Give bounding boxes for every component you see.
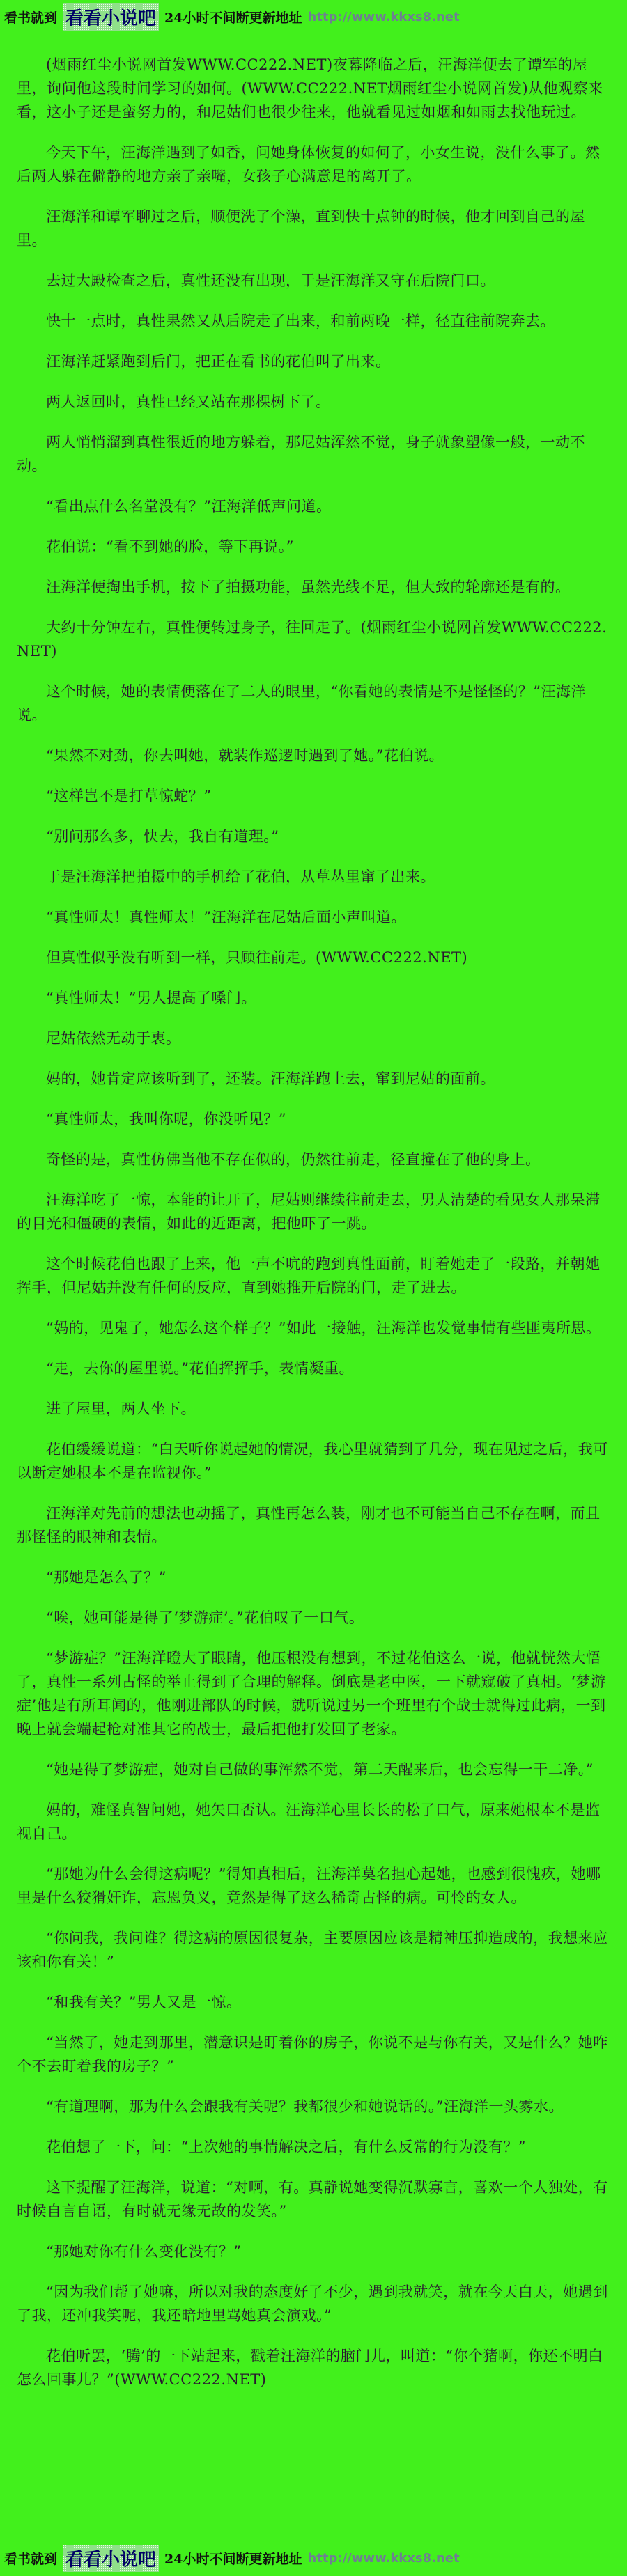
paragraph: “和我有关？”男人又是一惊。 <box>46 1994 242 2011</box>
paragraph: 这下提醒了汪海洋，说道：“对啊，有。真静说她变得沉默寡言，喜欢一个人独处，有时候自言自语，有时就无缘无故的发笑。” <box>17 2179 608 2219</box>
paragraph: “你问我，我问谁？得这病的原因很复杂，主要原因应该是精神压抑造成的，我想来应该和你有关！” <box>17 1930 608 1970</box>
header-prefix-text: 看书就到 <box>4 10 58 26</box>
paragraph: 今天下午，汪海洋遇到了如香，问她身体恢复的如何了，小女生说，没什么事了。然后两人躲在僻静的地方亲了亲嘴，女孩子心满意足的离开了。 <box>17 144 601 185</box>
paragraph: 汪海洋便掏出手机，按下了拍摄功能，虽然光线不足，但大致的轮廓还是有的。 <box>46 579 571 595</box>
footer-tagline-text: 24小时不间断更新地址 <box>164 2552 302 2567</box>
site-header <box>0 2 627 32</box>
paragraph: “别问那么多，快去，我自有道理。” <box>46 828 279 845</box>
paragraph: 这个时候，她的表情便落在了二人的眼里，“你看她的表情是不是怪怪的？”汪海洋说。 <box>17 683 586 724</box>
paragraph: “走，去你的屋里说。”花伯挥挥手，表情凝重。 <box>46 1360 354 1377</box>
paragraph: 两人返回时，真性已经又站在那棵树下了。 <box>46 393 331 410</box>
header-site-name-link[interactable]: 看看小说吧 <box>63 3 159 31</box>
paragraph: “真性师太，我叫你呢，你没听见？” <box>46 1111 286 1127</box>
paragraph: “真性师太！真性师太！”汪海洋在尼姑后面小声叫道。 <box>46 909 406 926</box>
paragraph: “她是得了梦游症，她对自己做的事浑然不觉，第二天醒来后，也会忘得一干二净。” <box>46 1761 594 1778</box>
paragraph: “那她是怎么了？” <box>46 1569 167 1586</box>
paragraph: 于是汪海洋把拍摄中的手机给了花伯，从草丛里窜了出来。 <box>46 868 435 885</box>
paragraph: 花伯想了一下，问：“上次她的事情解决之后，有什么反常的行为没有？” <box>46 2139 526 2155</box>
paragraph: 两人悄悄溜到真性很近的地方躲着，那尼姑浑然不觉，身子就象塑像一般，一动不动。 <box>17 434 585 474</box>
paragraph: “妈的，见鬼了，她怎么这个样子？”如此一接触，汪海洋也发觉事情有些匪夷所思。 <box>46 1320 601 1336</box>
paragraph: “这样岂不是打草惊蛇？” <box>46 788 212 804</box>
paragraph: 这个时候花伯也跟了上来，他一声不吭的跑到真性面前，盯着她走了一段路，并朝她挥手，但尼姑并没有任何的反应，直到她推开后院的门，走了进去。 <box>17 1256 601 1296</box>
paragraph: “真性师太！”男人提高了嗓门。 <box>46 990 256 1006</box>
paragraph: (烟雨红尘小说网首发WWW.CC222.NET)夜幕降临之后，汪海洋便去了谭军的屋里，询问他这段时间学习的如何。(WWW.CC222.NET烟雨红尘小说网首发)从他观察来看，这小子还是蛮努力的，和尼姑们也很少往来，他就看见过如烟和如雨去找他玩过。 <box>17 56 603 120</box>
paragraph: 但真性似乎没有听到一样，只顾往前走。(WWW.CC222.NET) <box>46 949 468 966</box>
footer-site-url-link[interactable]: http://www.kkxs8.net <box>307 2551 460 2566</box>
paragraph: “那她对你有什么变化没有？” <box>46 2243 242 2260</box>
paragraph: “因为我们帮了她嘛，所以对我的态度好了不少，遇到我就笑，就在今天白天，她遇到了我，还冲我笑呢，我还暗地里骂她真会演戏。” <box>17 2284 608 2324</box>
paragraph: “果然不对劲，你去叫她，就装作巡逻时遇到了她。”花伯说。 <box>46 747 444 764</box>
paragraph: 妈的，难怪真智问她，她矢口否认。汪海洋心里长长的松了口气，原来她根本不是监视自己。 <box>17 1802 601 1842</box>
header-tagline-text: 24小时不间断更新地址 <box>164 10 302 26</box>
paragraph: 花伯缓缓说道：“白天听你说起她的情况，我心里就猜到了几分，现在见过之后，我可以断定她根本不是在监视你。” <box>17 1441 608 1481</box>
paragraph: 尼姑依然无动于衷。 <box>46 1030 181 1047</box>
paragraph: “看出点什么名堂没有？”汪海洋低声问道。 <box>46 498 332 515</box>
paragraph: 妈的，她肯定应该听到了，还装。汪海洋跑上去，窜到尼姑的面前。 <box>46 1070 495 1087</box>
paragraph: 花伯说：“看不到她的脸，等下再说。” <box>46 538 294 555</box>
paragraph: 奇怪的是，真性仿佛当他不存在似的，仍然往前走，径直撞在了他的身上。 <box>46 1151 541 1168</box>
footer-prefix-text: 看书就到 <box>4 2552 58 2567</box>
paragraph: “有道理啊，那为什么会跟我有关呢？我都很少和她说话的。”汪海洋一头雾水。 <box>46 2098 564 2115</box>
footer-site-name-link[interactable]: 看看小说吧 <box>63 2545 159 2572</box>
paragraph: 汪海洋吃了一惊，本能的让开了，尼姑则继续往前走去，男人清楚的看见女人那呆滞的目光和僵硬的表情，如此的近距离，把他吓了一跳。 <box>17 1192 601 1232</box>
paragraph: 去过大殿检查之后，真性还没有出现，于是汪海洋又守在后院门口。 <box>46 272 495 289</box>
paragraph: “梦游症？”汪海洋瞪大了眼睛，他压根没有想到，不过花伯这么一说，他就恍然大悟了，真性一系列古怪的举止得到了合理的解释。倒底是老中医，一下就窥破了真相。‘梦游症’他是有所耳闻的，他刚进部队的时候，就听说过另一个班里有个战士就得过此病，一到晚上就会端起枪对准其它的战士，最后把他打发回了老家。 <box>17 1650 606 1738</box>
paragraph: 大约十分钟左右，真性便转过身子，往回走了。(烟雨红尘小说网首发WWW.CC222.NET) <box>17 619 607 659</box>
paragraph: “唉，她可能是得了‘梦游症’。”花伯叹了一口气。 <box>46 1609 364 1626</box>
paragraph: 花伯听罢，‘腾’的一下站起来，戳着汪海洋的脑门儿，叫道：“你个猪啊，你还不明白怎么回事儿？”(WWW.CC222.NET) <box>17 2348 603 2388</box>
site-footer <box>0 2543 627 2573</box>
paragraph: 汪海洋对先前的想法也动摇了，真性再怎么装，刚才也不可能当自己不存在啊，而且那怪怪的眼神和表情。 <box>17 1505 601 1545</box>
paragraph: 汪海洋和谭军聊过之后，顺便洗了个澡，直到快十点钟的时候，他才回到自己的屋里。 <box>17 208 585 249</box>
paragraph: “当然了，她走到那里，潜意识是盯着你的房子，你说不是与你有关，又是什么？她咋个不去盯着我的房子？” <box>17 2034 608 2075</box>
paragraph: “那她为什么会得这病呢？”得知真相后，汪海洋莫名担心起她，也感到很愧疚，她哪里是什么狡猾奸诈，忘恩负义，竟然是得了这么稀奇古怪的病。可怜的女人。 <box>17 1866 601 1906</box>
paragraph: 快十一点时，真性果然又从后院走了出来，和前两晚一样，径直往前院奔去。 <box>46 313 555 329</box>
paragraph: 汪海洋赶紧跑到后门，把正在看书的花伯叫了出来。 <box>46 353 391 370</box>
paragraph: 进了屋里，两人坐下。 <box>46 1400 196 1417</box>
header-site-url-link[interactable]: http://www.kkxs8.net <box>307 10 460 24</box>
novel-body <box>0 32 627 2543</box>
